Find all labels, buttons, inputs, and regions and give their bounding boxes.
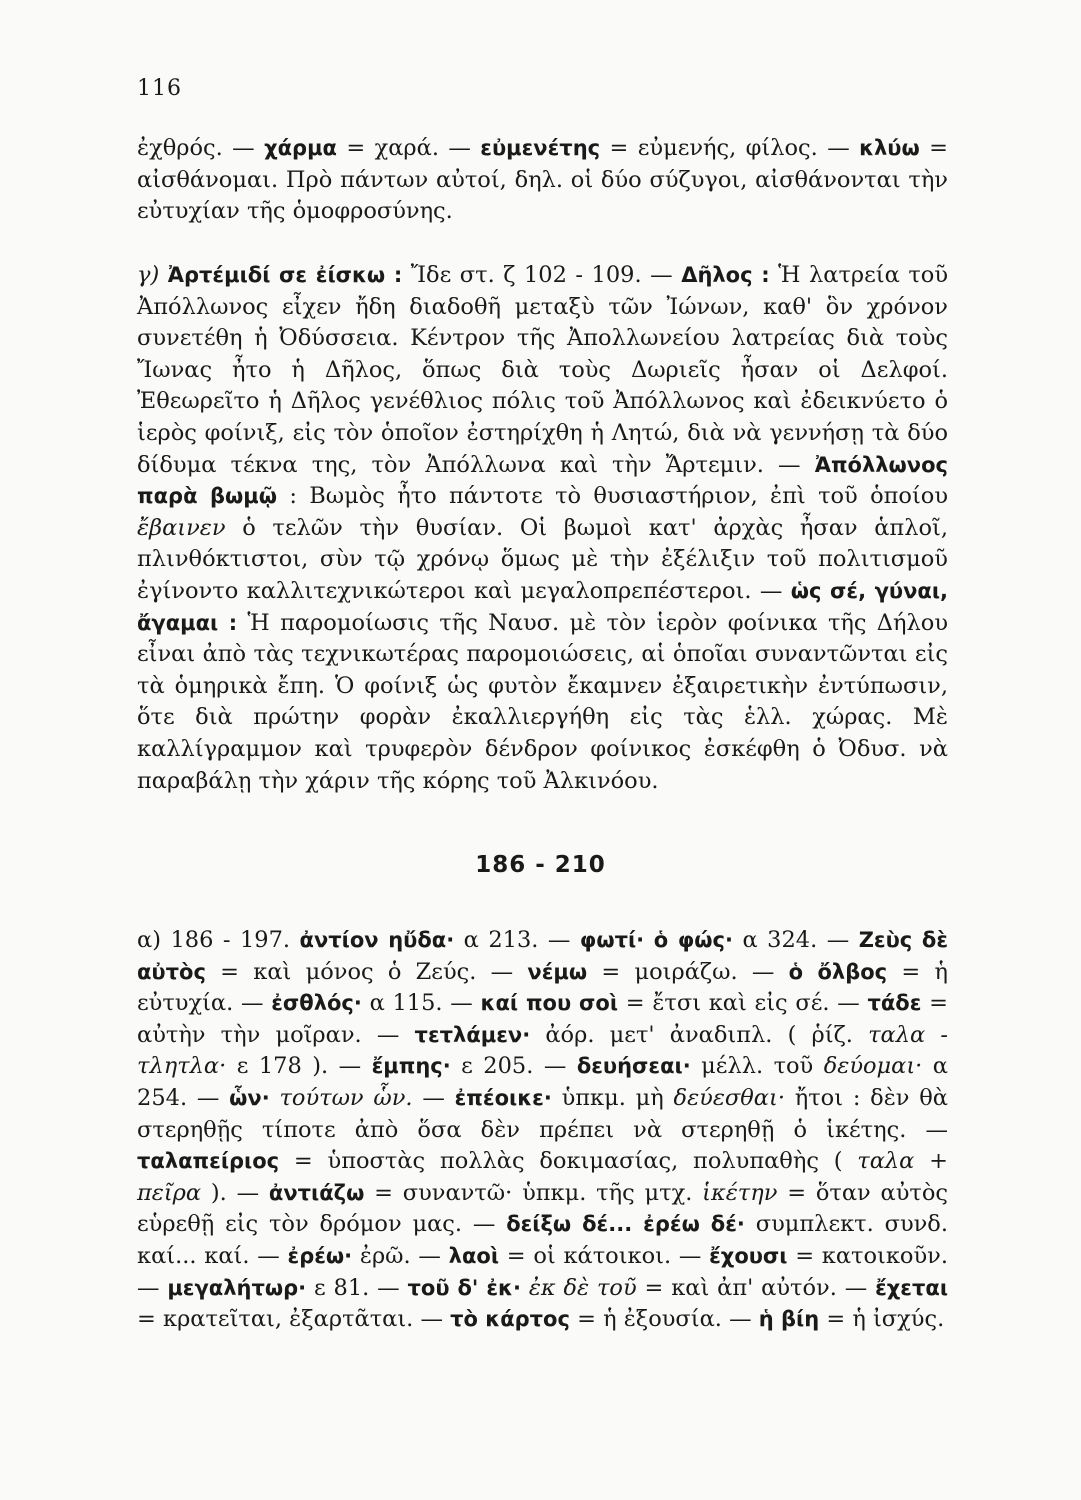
italic-term: τούτων ὧν. [279,1084,413,1111]
lemma: λαοὶ [448,1243,499,1268]
segment: : Βωμὸς ἦτο πάντοτε τὸ θυσιαστήριον, ἐπὶ τοῦ ὁποίου [276,483,948,510]
italic-term: δεύεσθαι· [673,1084,785,1111]
lemma: ἔχουσι [709,1243,788,1268]
segment: ὑπκμ. μὴ [551,1084,674,1111]
lemma: ὧν· [229,1085,270,1110]
segment: Ἡ παρομοίωσις τῆς Ναυσ. μὲ τὸν ἱερὸν φοίνικα τῆς Δήλου εἶναι ἀπὸ τὰς τεχνικωτέρας παρομοιώσεις, αἱ ὁποῖαι συναντῶνται εἰς τὰ ὁμηρικὰ ἔπη. Ὁ φοίνιξ ὡς φυτὸν ἔκαμνεν ἐξαιρετικὴν ἐντύπωσιν, ὅτε διὰ πρώτην φορὰν ἐκαλλιεργήθη εἰς τὰς ἑλλ. χώρας. Μὲ καλλίγραμμον καὶ τρυφερὸν δένδρον φοίνικος ἐσκέφθη ὁ Ὀδυσ. νὰ παραβάλῃ τὴν χάριν τῆς κόρης τοῦ Ἀλκινόου. [137,609,948,794]
italic-term: ἐκ δὲ τοῦ [528,1274,637,1301]
segment: — [412,1084,455,1111]
segment: ὁ τελῶν τὴν θυσίαν. Οἱ βωμοὶ κατ' ἀρχὰς ἦσαν ἁπλοῖ, πλινθόκτιστοι, σὺν τῷ χρόνῳ ὅμως μὲ τὴν ἐξέλιξιν τοῦ πολιτισμοῦ ἐγίνοντο καλλιτεχνικώτεροι καὶ μεγαλοπρεπέστεροι. — [137,514,948,604]
lemma: δευήσεαι· [576,1054,691,1079]
segment: ε 178 ). — [226,1053,372,1080]
lemma: ἀντιάζω [268,1180,365,1205]
commentary-paragraph-gamma [137,260,948,797]
segment: = καὶ μόνος ὁ Ζεύς. — [205,958,528,985]
segment: = συναντῶ· ὑπκμ. τῆς μτχ. [364,1179,703,1206]
segment: = ἡ εὐτυχία. — [137,958,948,1017]
lemma: ἀντίον ηὔδα· [299,928,455,952]
lemma: εὐμενέτης [480,136,601,160]
lemma: ἔχεται [875,1275,948,1300]
lemma: ταλαπείριος [137,1149,280,1174]
segment: Ἴδε στ. ζ 102 - 109. — [402,262,682,288]
lemma: καί που σοὶ [480,991,619,1016]
section-heading: 186 - 210 [475,852,606,878]
lemma: χάρμα [264,136,337,160]
segment: = ὅταν αὐτὸς εὑρεθῇ εἰς τὸν δρόμον μας. — [137,1179,948,1238]
lemma: Δῆλος : [681,263,770,287]
segment: ε 81. — [306,1274,408,1301]
segment: συμπλεκτ. συνδ. καί... καί. — [137,1211,948,1269]
segment: ε 205. — [450,1053,577,1080]
lemma: δείξω δέ... ἐρέω δέ· [506,1212,745,1237]
lemma: ἐσθλός· [271,991,362,1016]
segment [270,1085,280,1111]
segment: Ἡ λατρεία τοῦ Ἀπόλλωνος εἶχεν ἤδη διαδοθῆ μεταξὺ τῶν Ἰώνων, καθ' ὃν χρόνον συνετέθη ἡ Ὀδύσσεια. Κέντρον τῆς Ἀπολλωνείου λατρείας διὰ τοὺς Ἴωνας ἦτο ἡ Δῆλος, ὅπως διὰ τοὺς Δωριεῖς ἦσαν οἱ Δελφοί. Ἐθεωρεῖτο ἡ Δῆλος γενέθλιος πόλις τοῦ Ἀπόλλωνος καὶ ἐδεικνύετο ὁ ἱερὸς φοίνιξ, εἰς τὸν ὁποῖον ἐστηρίχθη ἡ Λητώ, διὰ νὰ γεννήσῃ τὰ δύο δίδυμα τέκνα της, τὸν Ἀπόλλωνα καὶ τὴν Ἄρτεμιν. — [137,262,948,478]
lemma: τοῦ δ' ἐκ· [407,1275,521,1300]
lemma: ἡ βίη [758,1307,820,1332]
segment: = κρατεῖται, ἐξαρτᾶται. — [137,1306,451,1333]
lemma: κλύω [859,136,920,160]
italic-term: ταλα + πεῖρα [137,1148,948,1206]
lemma: Ζεὺς δὲ αὐτὸς [137,928,949,984]
lemma: μεγαλήτωρ· [167,1275,307,1300]
segment: = κατοικοῦν. — [137,1242,948,1301]
segment: α 324. — [732,927,859,953]
segment: = ἡ ἐξουσία. — [569,1306,759,1333]
segment: ). — [201,1179,269,1206]
segment: μέλλ. τοῦ [690,1053,824,1080]
lemma: Ἀπόλλωνος παρὰ βωμῷ [137,452,948,509]
lemma: φωτί· ὁ φώς· [579,928,733,952]
lemma: τετλάμεν· [414,1022,531,1047]
lemma: ἐπέοικε· [454,1085,552,1110]
page-number: 116 [137,76,182,101]
segment: = ἔτσι καὶ εἰς σέ. — [618,990,868,1017]
segment: = μοιράζω. — [587,958,789,985]
lemma: ὡς σέ, γύναι, ἄγαμαι : [137,578,949,635]
italic-term: ἔβαινεν [137,514,226,541]
segment [521,1275,529,1301]
lemma: ἔμπης· [371,1054,451,1079]
lemma: νέμω [527,959,588,984]
lemma: ὁ ὄλβος [788,959,888,984]
lemma: Ἀρτέμιδί σε ἐίσκω : [167,263,403,287]
segment: α) 186 - 197. [137,927,300,953]
segment: = χαρά. — [336,135,481,161]
segment: α 115. — [361,990,481,1017]
italic-term: ἱκέτην [702,1179,778,1206]
lemma: ἐρέω· [287,1243,353,1268]
segment: ἀόρ. μετ' ἀναδιπλ. ( ῥίζ. [530,1021,869,1048]
section-marker: γ) [137,262,168,288]
segment: = εὐμενής, φίλος. — [600,135,860,161]
italic-term: ταλα - τλητλα· [137,1021,948,1080]
italic-term: δεύομαι· [823,1053,923,1080]
segment: = αἰσθάνομαι. Πρὸ πάντων αὐτοί, δηλ. οἱ δύο σύζυγοι, αἰσθάνονται τὴν εὐτυχίαν τῆς ὁμοφροσύνης. [137,135,948,225]
commentary-paragraph-1 [137,133,948,228]
lemma: τὸ κάρτος [450,1307,570,1332]
segment: = οἱ κάτοικοι. — [499,1242,710,1269]
segment: ἤτοι : δὲν θὰ στερηθῇς τίποτε ἀπὸ ὅσα δὲν πρέπει νὰ στερηθῇ ὁ ἱκέτης. — [137,1084,948,1143]
segment: α 213. — [454,927,580,953]
commentary-paragraph-alpha [137,925,948,1336]
segment: = ἡ ἰσχύς. [819,1306,945,1333]
segment: = καὶ ἀπ' αὐτόν. — [636,1274,876,1301]
lemma: τάδε [867,991,922,1016]
segment: α 254. — [137,1053,948,1111]
segment: ἐρῶ. — [352,1242,449,1269]
segment: ἐχθρός. — [137,135,265,161]
segment: = ὑποστὰς πολλὰς δοκιμασίας, πολυπαθὴς ( [279,1148,858,1175]
segment: = αὐτὴν τὴν μοῖραν. — [137,990,948,1048]
